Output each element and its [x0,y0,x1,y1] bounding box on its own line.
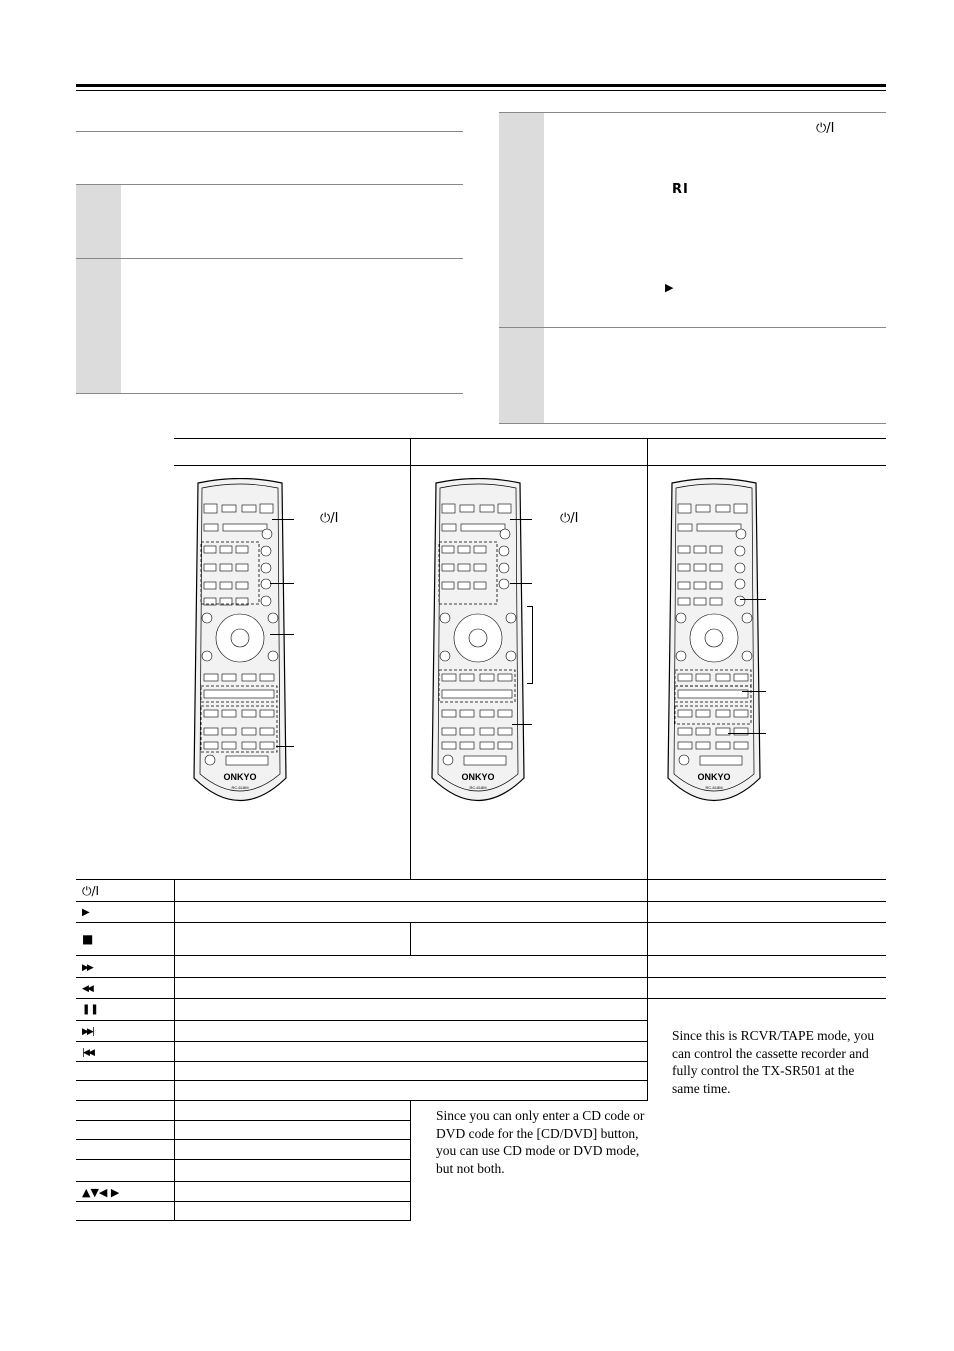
note-rcvr-tape: Since this is RCVR/TAPE mode, you can control the cassette recorder and fully control the TX-SR501 at the same time. [672,1028,875,1096]
callout-line-r2-a [510,583,532,584]
callout-line-r3-a [740,599,766,600]
table-col-divider-label [174,879,175,1221]
stop-icon: ■ [82,932,94,946]
callout-line-r3-c [728,733,766,734]
table-rule-3 [76,955,886,956]
left-block-bottom-rule [76,393,463,394]
figure-col-divider-1 [410,438,411,879]
table-rule-2 [76,922,886,923]
callout-line-r2-power [510,519,532,520]
table-rule-1 [76,901,886,902]
header-rule-top [76,84,886,87]
svg-text:ONKYO: ONKYO [461,772,495,782]
table-rule-14 [76,1181,411,1182]
step-number-cell-4 [499,328,544,423]
table-rule-15 [76,1201,411,1202]
table-rule-16 [76,1220,411,1221]
svg-text:RC-618M: RC-618M [469,785,487,790]
table-rule-0 [76,879,886,880]
table-col-divider-lower-a [410,1100,411,1221]
note-cd-dvd: Since you can only enter a CD code or DVD code for the [CD/DVD] button, you can use CD mode or DVD mode, but not both. [436,1108,645,1176]
header-rule-thin [76,90,886,91]
svg-text:RC-618M: RC-618M [231,785,249,790]
table-rule-4 [76,977,886,978]
remote-illustration-2 [428,478,528,818]
figure-col-divider-2 [647,438,648,879]
fast-forward-icon: ▶▶ [82,963,92,973]
callout-line-r1-c [276,746,294,747]
arrow-keys-icon: ▲▼◀ ▶ [82,1186,120,1199]
table-rule-6 [76,1020,648,1021]
callout-line-r1-power [272,519,294,520]
left-block-rule [76,131,463,132]
table-col-divider-stop-a [410,922,411,955]
svg-text:RC-618M: RC-618M [705,785,723,790]
step-number-cell-3 [499,113,544,327]
power-standby-icon: ⏻/Ⅰ [320,511,339,526]
svg-text:ONKYO: ONKYO [223,772,257,782]
table-rule-12 [76,1139,411,1140]
rewind-icon: ◀◀ [82,984,92,994]
table-col-divider-b [647,879,648,1100]
right-step4-rule [499,327,886,328]
left-step2-rule [76,258,463,259]
ri-remote-interactive-icon: RI [672,182,689,197]
table-rule-13 [76,1159,411,1160]
power-standby-icon: ⏻/Ⅰ [816,121,835,136]
play-icon: ▶ [82,907,90,918]
table-rule-10 [76,1100,648,1101]
remote-illustration-1 [190,478,290,818]
pause-icon: ❚❚ [82,1004,99,1015]
table-rule-11 [76,1120,411,1121]
table-rule-9 [76,1080,648,1081]
svg-text:ONKYO: ONKYO [697,772,731,782]
left-step1-rule [76,184,463,185]
remote-illustration-3 [664,478,764,818]
table-rule-5 [76,998,886,999]
power-standby-icon: ⏻/Ⅰ [82,884,100,898]
skip-next-icon: ▶▶| [82,1027,93,1037]
table-rule-8 [76,1061,648,1062]
figure-table-top [174,438,886,439]
skip-previous-icon: |◀◀ [82,1048,93,1058]
table-rule-7 [76,1041,648,1042]
callout-line-r3-b [742,691,766,692]
right-block-bottom-rule [499,423,886,424]
figure-table-header-bottom [174,465,886,466]
callout-bracket-r2 [527,606,533,684]
step-number-cell-2 [76,259,121,393]
callout-line-r1-b [270,634,294,635]
power-standby-icon: ⏻/Ⅰ [560,511,579,526]
step-number-cell-1 [76,185,121,258]
callout-line-r2-c [512,724,532,725]
play-icon: ▶ [665,281,674,294]
right-block-rule [499,112,886,113]
callout-line-r1-a [270,583,294,584]
